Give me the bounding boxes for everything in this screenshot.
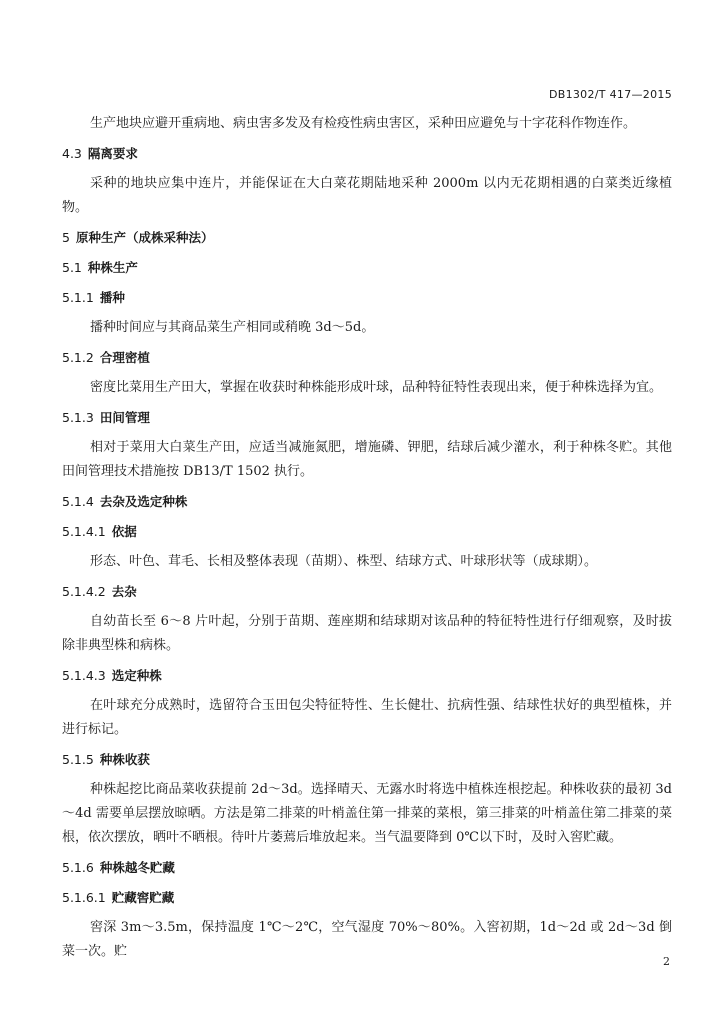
section-heading xyxy=(62,520,672,544)
section-title: 播种 xyxy=(99,290,125,305)
body-paragraph: 种株起挖比商品菜收获提前 2d～3d。选择晴天、无露水时将选中植株连根挖起。种株收获的最初 3d～4d 需要单层摆放晾晒。方法是第二排菜的叶梢盖住第一排菜的菜根，第三排菜的叶梢盖住第二排菜的菜根，依次摆放，晒叶不晒根。待叶片萎蔫后堆放起来。当气温要降到 0℃以下时，及时入窖贮藏。 xyxy=(62,782,672,845)
section-number: 5.1.4 xyxy=(62,494,94,509)
body-paragraph: 在叶球充分成熟时，选留符合玉田包尖特征特性、生长健壮、抗病性强、结球性状好的典型植株，并进行标记。 xyxy=(62,698,672,737)
section-title: 种株收获 xyxy=(99,752,150,767)
section-title: 去杂 xyxy=(111,584,137,599)
section-heading xyxy=(62,286,672,310)
body-paragraph: 密度比菜用生产田大，掌握在收获时种株能形成叶球，品种特征特性表现出来，便于种株选择为宜。 xyxy=(90,380,663,395)
body-paragraph: 窖深 3m～3.5m，保持温度 1℃～2℃，空气湿度 70%～80%。入窖初期，1d～2d 或 2d～3d 倒菜一次。贮 xyxy=(62,920,672,959)
section-number: 5.1.4.2 xyxy=(62,584,106,599)
section-heading xyxy=(62,256,672,280)
section-number: 5.1 xyxy=(62,260,82,275)
section-heading xyxy=(62,664,672,688)
section-number: 5 xyxy=(62,230,70,245)
section-title: 隔离要求 xyxy=(87,146,138,161)
page-number: 2 xyxy=(663,955,670,968)
body-paragraph: 形态、叶色、茸毛、长相及整体表现（苗期）、株型、结球方式、叶球形状等（成球期）。 xyxy=(90,554,598,569)
body-paragraph: 自幼苗长至 6～8 片叶起，分别于苗期、莲座期和结球期对该品种的特征特性进行仔细观察，及时拔除非典型株和病株。 xyxy=(62,614,672,653)
section-title: 选定种株 xyxy=(111,668,162,683)
section-number: 5.1.6 xyxy=(62,860,94,875)
section-number: 5.1.1 xyxy=(62,290,94,305)
section-title: 贮藏窖贮藏 xyxy=(111,890,175,905)
document-body xyxy=(62,112,672,970)
section-number: 5.1.4.3 xyxy=(62,668,106,683)
section-heading xyxy=(62,886,672,910)
section-heading xyxy=(62,856,672,880)
section-heading xyxy=(62,142,672,166)
section-number: 5.1.3 xyxy=(62,410,94,425)
section-title: 合理密植 xyxy=(99,350,150,365)
document-code-header: DB1302/T 417—2015 xyxy=(548,88,672,101)
body-paragraph: 生产地块应避开重病地、病虫害多发及有检疫性病虫害区，采种田应避免与十字花科作物连作。 xyxy=(90,116,637,131)
section-number: 5.1.4.1 xyxy=(62,524,106,539)
body-paragraph: 采种的地块应集中连片，并能保证在大白菜花期陆地采种 2000m 以内无花期相遇的白菜类近缘植物。 xyxy=(62,176,672,215)
section-number: 5.1.5 xyxy=(62,752,94,767)
section-number: 4.3 xyxy=(62,146,82,161)
body-paragraph: 相对于菜用大白菜生产田，应适当减施氮肥，增施磷、钾肥，结球后减少灌水，利于种株冬贮。其他田间管理技术措施按 DB13/T 1502 执行。 xyxy=(62,440,672,479)
section-number: 5.1.6.1 xyxy=(62,890,106,905)
section-title: 田间管理 xyxy=(99,410,150,425)
section-title: 依据 xyxy=(111,524,137,539)
section-title: 原种生产（成株采种法） xyxy=(75,230,214,245)
section-title: 种株生产 xyxy=(87,260,138,275)
section-heading xyxy=(62,490,672,514)
section-heading xyxy=(62,748,672,772)
section-heading xyxy=(62,226,672,250)
section-number: 5.1.2 xyxy=(62,350,94,365)
section-title: 去杂及选定种株 xyxy=(99,494,188,509)
section-heading xyxy=(62,406,672,430)
section-heading xyxy=(62,580,672,604)
body-paragraph: 播种时间应与其商品菜生产相同或稍晚 3d～5d。 xyxy=(90,320,375,335)
section-title: 种株越冬贮藏 xyxy=(99,860,175,875)
section-heading xyxy=(62,346,672,370)
